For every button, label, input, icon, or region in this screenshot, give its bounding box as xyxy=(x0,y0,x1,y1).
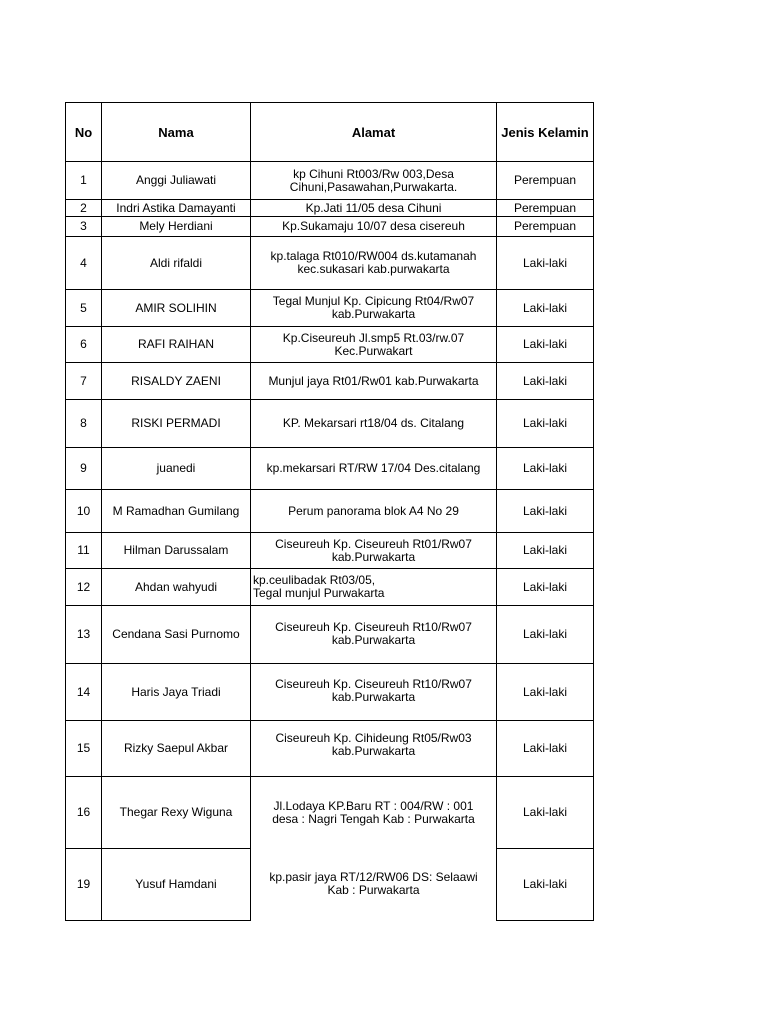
cell-nama: M Ramadhan Gumilang xyxy=(102,490,251,533)
table-row xyxy=(66,237,594,290)
cell-no: 8 xyxy=(66,400,102,448)
cell-alamat: Munjul jaya Rt01/Rw01 kab.Purwakarta xyxy=(251,363,497,400)
cell-nama: RISALDY ZAENI xyxy=(102,363,251,400)
cell-jenis-kelamin: Laki-laki xyxy=(497,490,594,533)
cell-nama: Haris Jaya Triadi xyxy=(102,664,251,721)
cell-nama: AMIR SOLIHIN xyxy=(102,290,251,327)
table-row xyxy=(66,721,594,777)
cell-no: 3 xyxy=(66,217,102,237)
cell-nama: Aldi rifaldi xyxy=(102,237,251,290)
table-row xyxy=(66,363,594,400)
table-row xyxy=(66,217,594,237)
cell-jenis-kelamin: Laki-laki xyxy=(497,721,594,777)
header-no: No xyxy=(66,103,102,162)
cell-jenis-kelamin: Laki-laki xyxy=(497,400,594,448)
cell-alamat: KP. Mekarsari rt18/04 ds. Citalang xyxy=(251,400,497,448)
cell-alamat: Ciseureuh Kp. Ciseureuh Rt10/Rw07 kab.Purwakarta xyxy=(251,664,497,721)
cell-alamat: Jl.Lodaya KP.Baru RT : 004/RW : 001 desa : Nagri Tengah Kab : Purwakarta xyxy=(251,777,497,849)
cell-alamat: kp.ceulibadak Rt03/05, Tegal munjul Purwakarta xyxy=(251,569,497,606)
header-row xyxy=(66,103,594,162)
cell-alamat: kp.mekarsari RT/RW 17/04 Des.citalang xyxy=(251,448,497,490)
cell-jenis-kelamin: Laki-laki xyxy=(497,237,594,290)
cell-alamat: Perum panorama blok A4 No 29 xyxy=(251,490,497,533)
cell-no: 1 xyxy=(66,162,102,200)
cell-no: 7 xyxy=(66,363,102,400)
cell-no: 9 xyxy=(66,448,102,490)
cell-alamat: Ciseureuh Kp. Ciseureuh Rt01/Rw07 kab.Purwakarta xyxy=(251,533,497,569)
table-row xyxy=(66,849,594,921)
table-row xyxy=(66,327,594,363)
cell-no: 5 xyxy=(66,290,102,327)
cell-jenis-kelamin: Perempuan xyxy=(497,217,594,237)
cell-alamat: Kp.Sukamaju 10/07 desa cisereuh xyxy=(251,217,497,237)
cell-alamat: Tegal Munjul Kp. Cipicung Rt04/Rw07 kab.Purwakarta xyxy=(251,290,497,327)
cell-alamat: Kp.Ciseureuh Jl.smp5 Rt.03/rw.07 Kec.Purwakart xyxy=(251,327,497,363)
cell-jenis-kelamin: Perempuan xyxy=(497,162,594,200)
cell-jenis-kelamin: Laki-laki xyxy=(497,448,594,490)
cell-jenis-kelamin: Laki-laki xyxy=(497,327,594,363)
cell-no: 4 xyxy=(66,237,102,290)
cell-jenis-kelamin: Laki-laki xyxy=(497,569,594,606)
cell-nama: Anggi Juliawati xyxy=(102,162,251,200)
table-row xyxy=(66,533,594,569)
cell-no: 15 xyxy=(66,721,102,777)
table-row xyxy=(66,606,594,664)
cell-alamat: Ciseureuh Kp. Cihideung Rt05/Rw03 kab.Purwakarta xyxy=(251,721,497,777)
cell-nama: Cendana Sasi Purnomo xyxy=(102,606,251,664)
cell-no: 16 xyxy=(66,777,102,849)
cell-jenis-kelamin: Laki-laki xyxy=(497,849,594,921)
cell-no: 10 xyxy=(66,490,102,533)
table-row xyxy=(66,400,594,448)
cell-alamat: kp.pasir jaya RT/12/RW06 DS: Selaawi Kab : Purwakarta xyxy=(251,849,497,921)
table-row xyxy=(66,664,594,721)
table-row xyxy=(66,162,594,200)
header-jenis-kelamin: Jenis Kelamin xyxy=(497,103,594,162)
cell-jenis-kelamin: Laki-laki xyxy=(497,290,594,327)
cell-nama: RAFI RAIHAN xyxy=(102,327,251,363)
table-row xyxy=(66,448,594,490)
cell-alamat: kp Cihuni Rt003/Rw 003,Desa Cihuni,Pasawahan,Purwakarta. xyxy=(251,162,497,200)
table-row xyxy=(66,290,594,327)
table-body xyxy=(66,162,594,921)
table-row xyxy=(66,490,594,533)
header-nama: Nama xyxy=(102,103,251,162)
cell-no: 19 xyxy=(66,849,102,921)
cell-nama: Indri Astika Damayanti xyxy=(102,200,251,217)
table-row xyxy=(66,569,594,606)
cell-jenis-kelamin: Laki-laki xyxy=(497,363,594,400)
cell-nama: Yusuf Hamdani xyxy=(102,849,251,921)
cell-nama: Mely Herdiani xyxy=(102,217,251,237)
cell-no: 6 xyxy=(66,327,102,363)
cell-no: 2 xyxy=(66,200,102,217)
cell-jenis-kelamin: Laki-laki xyxy=(497,533,594,569)
cell-no: 13 xyxy=(66,606,102,664)
cell-nama: Hilman Darussalam xyxy=(102,533,251,569)
header-alamat: Alamat xyxy=(251,103,497,162)
cell-nama: Rizky Saepul Akbar xyxy=(102,721,251,777)
cell-alamat: kp.talaga Rt010/RW004 ds.kutamanah kec.sukasari kab.purwakarta xyxy=(251,237,497,290)
cell-no: 14 xyxy=(66,664,102,721)
cell-nama: RISKI PERMADI xyxy=(102,400,251,448)
cell-alamat: Ciseureuh Kp. Ciseureuh Rt10/Rw07 kab.Purwakarta xyxy=(251,606,497,664)
cell-jenis-kelamin: Laki-laki xyxy=(497,664,594,721)
cell-no: 12 xyxy=(66,569,102,606)
cell-jenis-kelamin: Perempuan xyxy=(497,200,594,217)
cell-jenis-kelamin: Laki-laki xyxy=(497,777,594,849)
cell-nama: Ahdan wahyudi xyxy=(102,569,251,606)
cell-no: 11 xyxy=(66,533,102,569)
student-table xyxy=(65,102,594,921)
cell-nama: Thegar Rexy Wiguna xyxy=(102,777,251,849)
cell-nama: juanedi xyxy=(102,448,251,490)
table-row xyxy=(66,200,594,217)
cell-jenis-kelamin: Laki-laki xyxy=(497,606,594,664)
table-row xyxy=(66,777,594,849)
cell-alamat: Kp.Jati 11/05 desa Cihuni xyxy=(251,200,497,217)
